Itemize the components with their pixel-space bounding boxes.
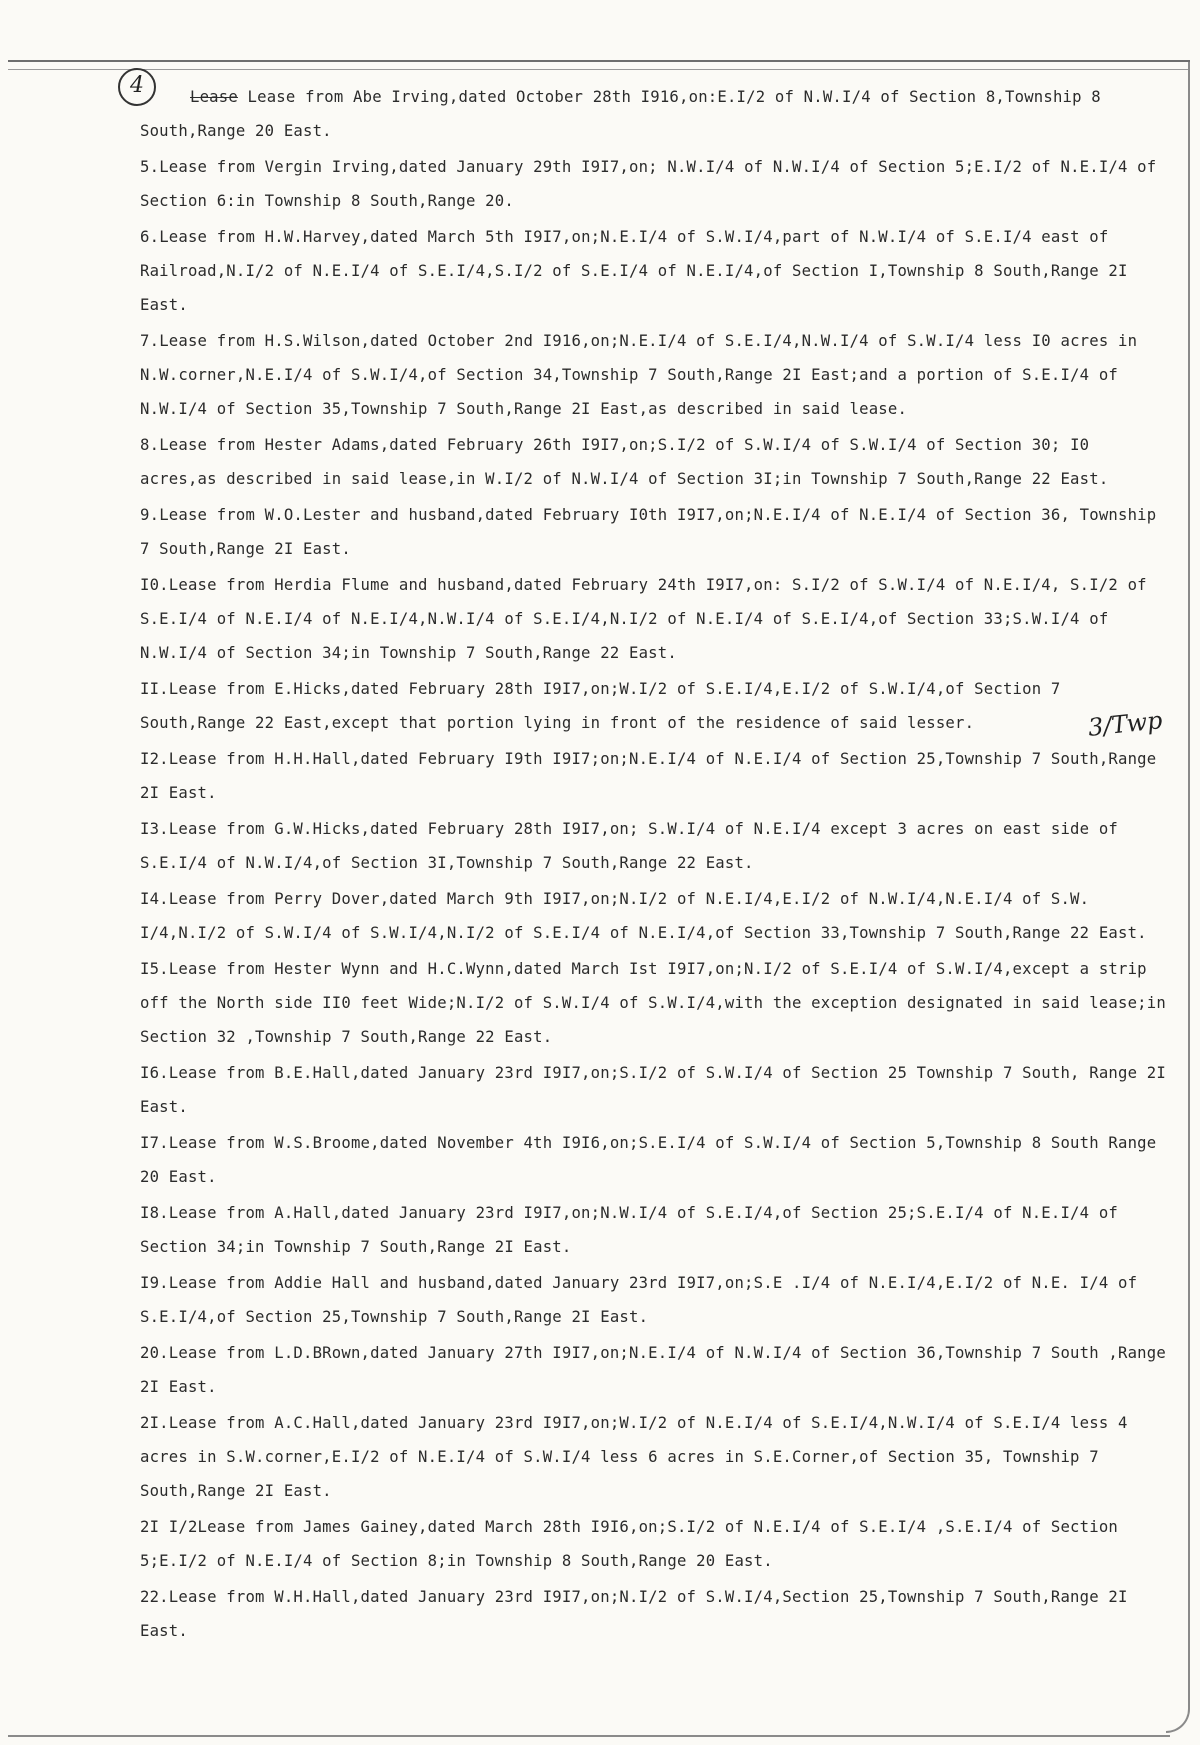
bottom-border-rule (8, 1735, 1170, 1737)
lease-entry (140, 1266, 1168, 1334)
lease-entry-text: Lease from Abe Irving,dated October 28th I916,on:E.I/2 of N.W.I/4 of Section 8,Township 8 South,Range 20 East. (140, 88, 1101, 140)
lease-entry (140, 1580, 1168, 1648)
lease-entry-text: Lease from A.C.Hall,dated January 23rd I9I7,on;W.I/2 of N.E.I/4 of S.E.I/4,N.W.I/4 of S.E.I/4 less 4 acres in S.W.corner,E.I/2 of N.E.I/4 of S.W.I/4 less 6 acres in S.E.Corner,of Section 35, Township 7 South,Range 2I East. (140, 1414, 1128, 1500)
lease-entry (140, 150, 1168, 218)
lease-entry-text: Lease from A.Hall,dated January 23rd I9I7,on;N.W.I/4 of S.E.I/4,of Section 25;S.E.I/4 of N.E.I/4 of Section 34;in Township 7 South,Range 2I East. (140, 1204, 1118, 1256)
lease-entry-text: Lease from E.Hicks,dated February 28th I9I7,on;W.I/2 of S.E.I/4,E.I/2 of S.W.I/4,of Section 7 South,Range 22 East,except that portion lying in front of the residence of said lesser. (140, 680, 1061, 732)
lease-entry-text: Lease from Addie Hall and husband,dated January 23rd I9I7,on;S.E .I/4 of N.E.I/4,E.I/2 of N.E. I/4 of S.E.I/4,of Section 25,Township 7 South,Range 2I East. (140, 1274, 1138, 1326)
lease-entry-text: Lease from H.W.Harvey,dated March 5th I9I7,on;N.E.I/4 of S.W.I/4,part of N.W.I/4 of S.E.I/4 east of Railroad,N.I/2 of N.E.I/4 of S.E.I/4,S.I/2 of S.E.I/4 of N.E.I/4,of Section I,Township 8 South,Range 2I East. (140, 228, 1128, 314)
lease-entry-number: 2I I/2 (140, 1518, 198, 1536)
handwritten-margin-mark: 4 (118, 68, 156, 106)
lease-entry (140, 1196, 1168, 1264)
lease-entry-text: Lease from W.O.Lester and husband,dated February I0th I9I7,on;N.E.I/4 of N.E.I/4 of Section 36, Township 7 South,Range 2I East. (140, 506, 1157, 558)
lease-entry (140, 1510, 1168, 1578)
lease-entry-number: I6. (140, 1064, 169, 1082)
lease-entry (140, 1126, 1168, 1194)
lease-entry-number: 22. (140, 1588, 169, 1606)
lease-entry-text: Lease from W.H.Hall,dated January 23rd I9I7,on;N.I/2 of S.W.I/4,Section 25,Township 7 South,Range 2I East. (140, 1588, 1128, 1640)
lease-entry-number: 7. (140, 332, 160, 350)
lease-entry-number: II. (140, 680, 169, 698)
lease-entry-number: I4. (140, 890, 169, 908)
lease-entry-text: Lease from H.S.Wilson,dated October 2nd I916,on;N.E.I/4 of S.E.I/4,N.W.I/4 of S.W.I/4 less I0 acres in N.W.corner,N.E.I/4 of S.W.I/4,of Section 34,Township 7 South,Range 2I East;and a portion of S.E.I/4 of N.W.I/4 of Section 35,Township 7 South,Range 2I East,as described in said lease. (140, 332, 1138, 418)
lease-entry (140, 952, 1168, 1054)
page-right-edge (1166, 62, 1190, 1733)
lease-entry (140, 498, 1168, 566)
lease-entry-text: Lease from B.E.Hall,dated January 23rd I9I7,on;S.I/2 of S.W.I/4 of Section 25 Township 7 South, Range 2I East. (140, 1064, 1166, 1116)
lease-entry (140, 568, 1168, 670)
lease-entry-text: Lease from H.H.Hall,dated February I9th I9I7;on;N.E.I/4 of N.E.I/4 of Section 25,Township 7 South,Range 2I East. (140, 750, 1157, 802)
lease-entry-number: I0. (140, 576, 169, 594)
lease-entry-number: I7. (140, 1134, 169, 1152)
lease-entry (140, 1406, 1168, 1508)
lease-entry-number: Lease (190, 88, 238, 106)
lease-entry-number: 2I. (140, 1414, 169, 1432)
lease-entry-number: 20. (140, 1344, 169, 1362)
lease-entry (140, 672, 1168, 740)
lease-entry (140, 1336, 1168, 1404)
lease-entry-number: 9. (140, 506, 160, 524)
lease-entry-number: I3. (140, 820, 169, 838)
lease-entry (140, 80, 1168, 148)
lease-entry (140, 812, 1168, 880)
lease-list (140, 80, 1168, 1650)
lease-entry-number: I5. (140, 960, 169, 978)
lease-entry-number: I2. (140, 750, 169, 768)
lease-entry-text: Lease from G.W.Hicks,dated February 28th I9I7,on; S.W.I/4 of N.E.I/4 except 3 acres on east side of S.E.I/4 of N.W.I/4,of Section 3I,Township 7 South,Range 22 East. (140, 820, 1118, 872)
lease-entry (140, 324, 1168, 426)
lease-entry-number: I9. (140, 1274, 169, 1292)
lease-entry-text: Lease from W.S.Broome,dated November 4th I9I6,on;S.E.I/4 of S.W.I/4 of Section 5,Township 8 South Range 20 East. (140, 1134, 1157, 1186)
lease-entry (140, 742, 1168, 810)
lease-entry-text: Lease from Herdia Flume and husband,dated February 24th I9I7,on: S.I/2 of S.W.I/4 of N.E.I/4, S.I/2 of S.E.I/4 of N.E.I/4 of N.E.I/4,N.W.I/4 of S.E.I/4,N.I/2 of N.E.I/4 of S.E.I/4,of Section 33;S.W.I/4 of N.W.I/4 of Section 34;in Township 7 South,Range 22 East. (140, 576, 1147, 662)
lease-entry-text: Lease from Perry Dover,dated March 9th I9I7,on;N.I/2 of N.E.I/4,E.I/2 of N.W.I/4,N.E.I/4 of S.W. I/4,N.I/2 of S.W.I/4 of S.W.I/4,N.I/2 of S.E.I/4 of N.E.I/4,of Section 33,Township 7 South,Range 22 East. (140, 890, 1147, 942)
lease-entry-text: Lease from Hester Adams,dated February 26th I9I7,on;S.I/2 of S.W.I/4 of S.W.I/4 of Section 30; I0 acres,as described in said lease,in W.I/2 of N.W.I/4 of Section 3I;in Township 7 South,Range 22 East. (140, 436, 1109, 488)
lease-entry-number: 8. (140, 436, 160, 454)
lease-entry (140, 220, 1168, 322)
lease-entry (140, 882, 1168, 950)
lease-entry-text: Lease from Hester Wynn and H.C.Wynn,dated March Ist I9I7,on;N.I/2 of S.E.I/4 of S.W.I/4,except a strip off the North side II0 feet Wide;N.I/2 of S.W.I/4 of S.W.I/4,with the exception designated in said lease;in Section 32 ,Township 7 South,Range 22 East. (140, 960, 1166, 1046)
lease-entry-number: 5. (140, 158, 160, 176)
lease-entry-text: Lease from James Gainey,dated March 28th I9I6,on;S.I/2 of N.E.I/4 of S.E.I/4 ,S.E.I/4 of Section 5;E.I/2 of N.E.I/4 of Section 8;in Township 8 South,Range 20 East. (140, 1518, 1119, 1570)
handwritten-margin-note: 3/Twp (1086, 706, 1164, 742)
lease-entry-text: Lease from Vergin Irving,dated January 29th I9I7,on; N.W.I/4 of N.W.I/4 of Section 5;E.I/2 of N.E.I/4 of Section 6:in Township 8 South,Range 20. (140, 158, 1157, 210)
lease-entry-text: Lease from L.D.BRown,dated January 27th I9I7,on;N.E.I/4 of N.W.I/4 of Section 36,Township 7 South ,Range 2I East. (140, 1344, 1166, 1396)
lease-entry (140, 428, 1168, 496)
lease-entry-number: 6. (140, 228, 160, 246)
lease-entry-number: I8. (140, 1204, 169, 1222)
top-border-rule (8, 60, 1190, 70)
lease-entry (140, 1056, 1168, 1124)
